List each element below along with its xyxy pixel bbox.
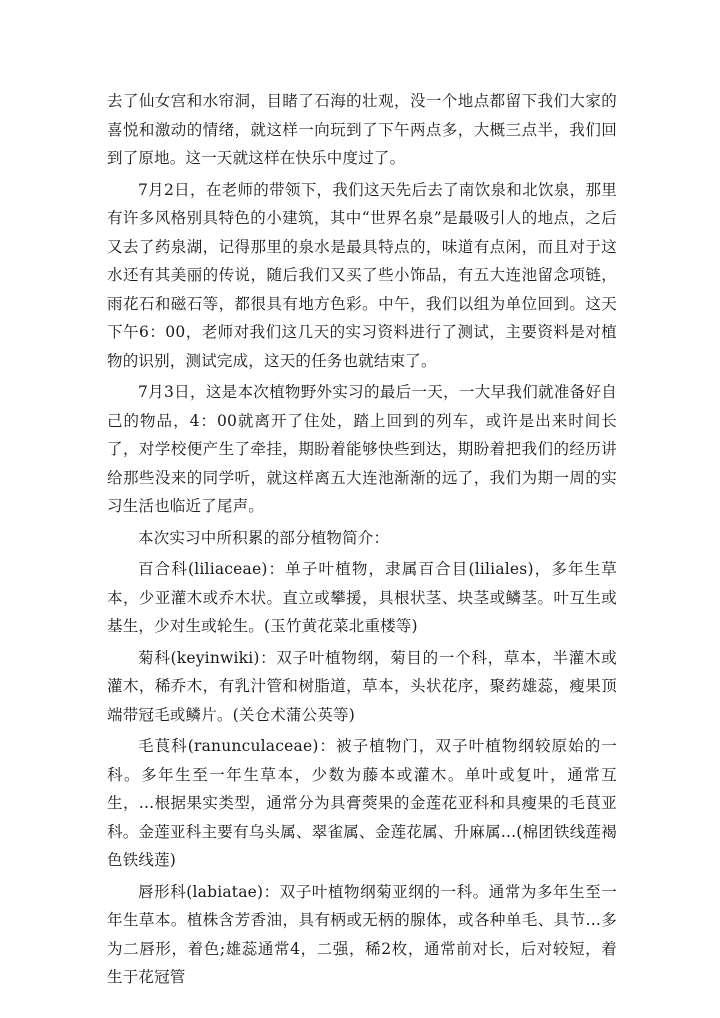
paragraph-plant-intro-heading: 本次实习中所积累的部分植物简介：: [138, 528, 390, 547]
document-body: [107, 87, 617, 995]
paragraph-july-3: 7月3日，这是本次植物野外实习的最后一天，一大早我们就准备好自己的物品，4：00就离开了住处，踏上回到的列车，或许是出来时间长了，对学校便产生了牵挂，期盼着能够快些到达，期盼着把我们的经历讲给那些没来的同学听，就这样离五大连池渐渐的远了，我们为期一周的实习生活也临近了尾声。: [107, 383, 617, 515]
paragraph-asteraceae: 菊科(keyinwiki)：双子叶植物纲，菊目的一个科，草本，半灌木或灌木，稀乔木，有乳汁管和树脂道，草本，头状花序，聚药雄蕊，瘦果顶端带冠毛或鳞片。(关仓术蒲公英等): [107, 648, 617, 724]
paragraph-continuation: 去了仙女宫和水帘洞，目睹了石海的壮观，没一个地点都留下我们大家的喜悦和激动的情绪，就这样一向玩到了下午两点多，大概三点半，我们回到了原地。这一天就这样在快乐中度过了。: [107, 92, 617, 167]
paragraph-ranunculaceae: 毛茛科(ranunculaceae)：被子植物门，双子叶植物纲较原始的一科。多年生至一年生草本，少数为藤本或灌木。单叶或复叶，通常互生，...根据果实类型，通常分为具膏葖果的金莲花亚科和具瘦果的毛茛亚科。金莲亚科主要有乌头属、翠雀属、金莲花属、升麻属...(棉团铁线莲褐色铁线莲): [107, 737, 617, 869]
paragraph-labiatae: 唇形科(labiatae)：双子叶植物纲菊亚纲的一科。通常为多年生至一年生草本。植株含芳香油，具有柄或无柄的腺体，或各种单毛、具节...多为二唇形，着色;雄蕊通常4，二强，稀2枚，通常前对长，后对较短，着生于花冠管: [107, 882, 617, 986]
paragraph-july-2: 7月2日，在老师的带领下，我们这天先后去了南饮泉和北饮泉，那里有许多风格别具特色的小建筑，其中“世界名泉”是最吸引人的地点，之后又去了药泉湖，记得那里的泉水是最具特点的，味道有点闲，而且对于这水还有其美丽的传说，随后我们又买了些小饰品，有五大连池留念项链，雨花石和磁石等，都很具有地方色彩。中午，我们以组为单位回到。这天下午6：00，老师对我们这几天的实习资料进行了测试，主要资料是对植物的识别，测试完成，这天的任务也就结束了。: [107, 180, 617, 370]
paragraph-liliaceae: 百合科(liliaceae)：单子叶植物，隶属百合目(liliales)，多年生草本，少亚灌木或乔木状。直立或攀援，具根状茎、块茎或鳞茎。叶互生或基生，少对生或轮生。(玉竹黄花菜北重楼等): [107, 560, 617, 635]
